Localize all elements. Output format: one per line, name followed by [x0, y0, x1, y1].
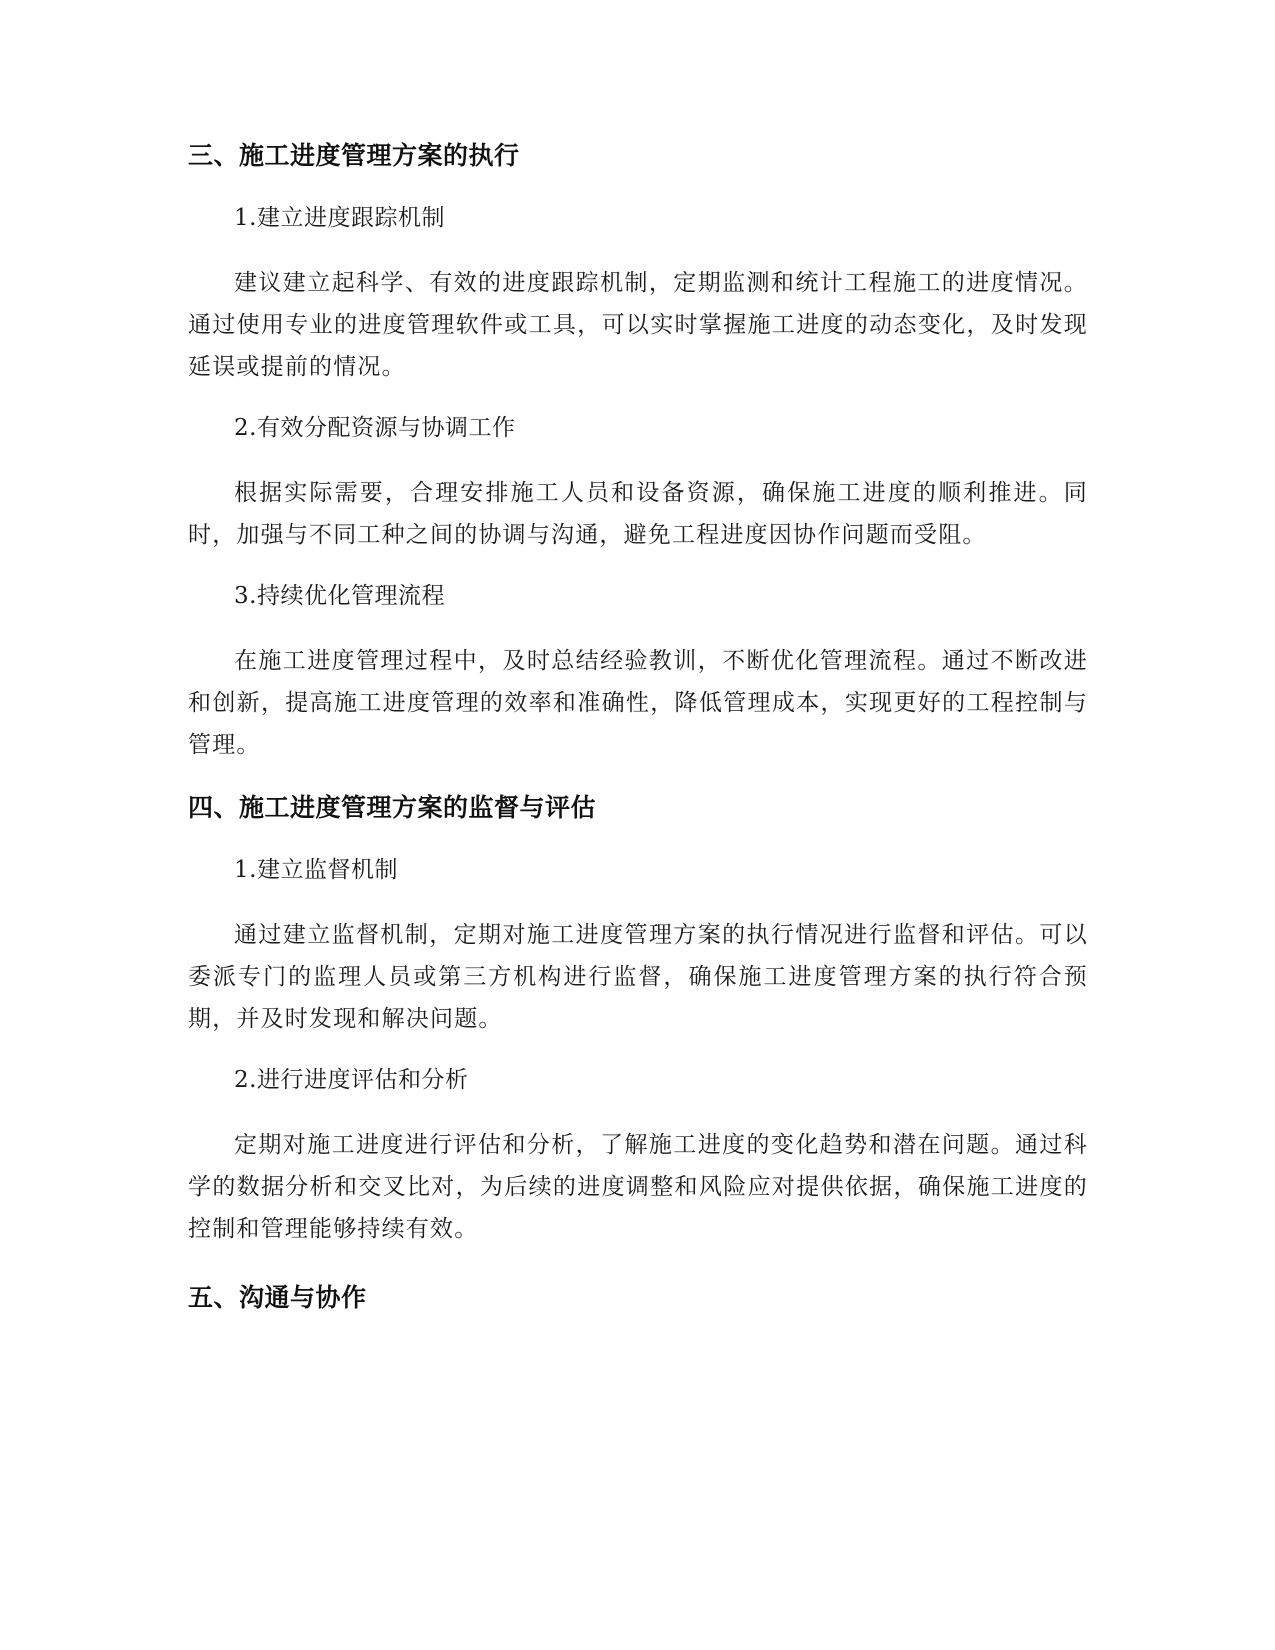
- paragraph-progress-evaluation: 定期对施工进度进行评估和分析，了解施工进度的变化趋势和潜在问题。通过科学的数据分析和交叉比对，为后续的进度调整和风险应对提供依据，确保施工进度的控制和管理能够持续有效。: [188, 1132, 1088, 1242]
- subheading-resource-allocation: 2.有效分配资源与协调工作: [234, 415, 516, 441]
- subheading-process-optimization: 3.持续优化管理流程: [234, 583, 445, 609]
- section-heading-supervision: 四、施工进度管理方案的监督与评估: [188, 793, 597, 822]
- subheading-progress-tracking: 1.建立进度跟踪机制: [234, 205, 445, 231]
- paragraph-process-optimization: 在施工进度管理过程中，及时总结经验教训，不断优化管理流程。通过不断改进和创新，提高施工进度管理的效率和准确性，降低管理成本，实现更好的工程控制与管理。: [188, 648, 1088, 758]
- paragraph-progress-tracking: 建议建立起科学、有效的进度跟踪机制，定期监测和统计工程施工的进度情况。通过使用专业的进度管理软件或工具，可以实时掌握施工进度的动态变化，及时发现延误或提前的情况。: [188, 270, 1088, 380]
- paragraph-supervision-mechanism: 通过建立监督机制，定期对施工进度管理方案的执行情况进行监督和评估。可以委派专门的监理人员或第三方机构进行监督，确保施工进度管理方案的执行符合预期，并及时发现和解决问题。: [188, 922, 1088, 1032]
- subheading-progress-evaluation: 2.进行进度评估和分析: [234, 1067, 469, 1093]
- document-body: [188, 138, 1088, 1316]
- paragraph-resource-allocation: 根据实际需要，合理安排施工人员和设备资源，确保施工进度的顺利推进。同时，加强与不同工种之间的协调与沟通，避免工程进度因协作问题而受阻。: [188, 480, 1088, 548]
- section-heading-execution: 三、施工进度管理方案的执行: [188, 141, 520, 170]
- subheading-supervision-mechanism: 1.建立监督机制: [234, 857, 398, 883]
- section-heading-communication: 五、沟通与协作: [188, 1283, 367, 1312]
